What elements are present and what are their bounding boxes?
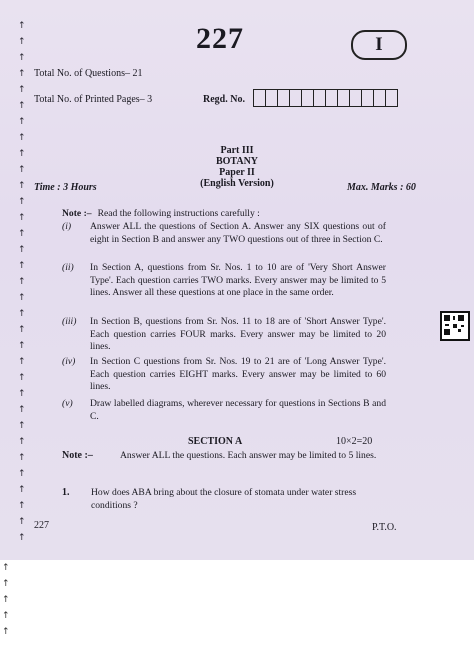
max-marks: Max. Marks : 60 (347, 182, 416, 193)
question-text: How does ABA bring about the closure of stomata under water stress conditions ? (91, 487, 357, 511)
section-a-heading: SECTION A (188, 436, 243, 447)
regd-no-boxes (253, 89, 398, 107)
instruction-text: Draw labelled diagrams, wherever necessary for questions in Sections B and C. (90, 398, 386, 422)
instruction-label: (ii) (62, 262, 74, 273)
version-title: (English Version) (200, 178, 274, 189)
instruction-text: In Section C questions from Sr. Nos. 19 to 21 are of 'Long Answer Type'. Each question carries EIGHT marks. Every answer may be limited to 60 lines. (90, 356, 386, 393)
footer-paper-code: 227 (34, 520, 49, 531)
time-label: Time : 3 Hours (34, 182, 97, 193)
instruction-text: In Section A, questions from Sr. Nos. 1 to 10 are of 'Very Short Answer Type'. Each question carries TWO marks. Every answer may be limited to 5 lines. Answer all these questions at one place in the same order. (90, 262, 386, 299)
instruction-label: (i) (62, 221, 72, 232)
set-code: I (375, 34, 383, 55)
total-pages: Total No. of Printed Pages– 3 (34, 94, 153, 105)
note-heading (62, 208, 260, 221)
instruction-label: (iii) (62, 316, 77, 327)
section-a-note-label: Note :– (62, 450, 93, 461)
qr-code-icon (440, 311, 470, 341)
regd-no-label: Regd. No. (203, 94, 245, 105)
paper-code: 227 (196, 22, 244, 55)
lower-margin-arrows: ↑ ↑ ↑ ↑ ↑ (2, 563, 10, 637)
instruction-text: In Section B, questions from Sr. Nos. 11 to 18 are of 'Short Answer Type'. Each question carries FOUR marks. Every answer may be limited to 20 lines. (90, 316, 386, 353)
set-code-badge (351, 30, 407, 60)
note-text: Read the following instructions carefully : (97, 208, 260, 219)
blank-page-area (0, 560, 474, 651)
question-number: 1. (62, 487, 70, 498)
paper-title: Paper II (219, 167, 255, 178)
note-label: Note :– (62, 208, 92, 219)
footer-pto: P.T.O. (372, 522, 397, 533)
subject-title: BOTANY (215, 156, 259, 167)
section-a-note-text: Answer ALL the questions. Each answer may be limited to 5 lines. (120, 450, 377, 461)
section-a-marks: 10×2=20 (336, 436, 373, 447)
part-title: Part III (220, 145, 254, 156)
instruction-label: (iv) (62, 356, 76, 367)
instruction-label: (v) (62, 398, 73, 409)
margin-arrow-column: ↑ ↑ ↑ ↑ ↑ ↑ ↑ ↑ ↑ ↑ ↑ ↑ ↑ ↑ ↑ ↑ ↑ ↑ ↑ ↑ ↑ ↑ ↑ ↑ ↑ ↑ ↑ ↑ ↑ ↑ ↑ ↑ ↑ (18, 21, 26, 543)
instruction-text: Answer ALL the questions of Section A. Answer any SIX questions out of eight in Section B and answer any TWO questions out of three in Section C. (90, 221, 386, 245)
total-questions: Total No. of Questions– 21 (34, 68, 143, 79)
